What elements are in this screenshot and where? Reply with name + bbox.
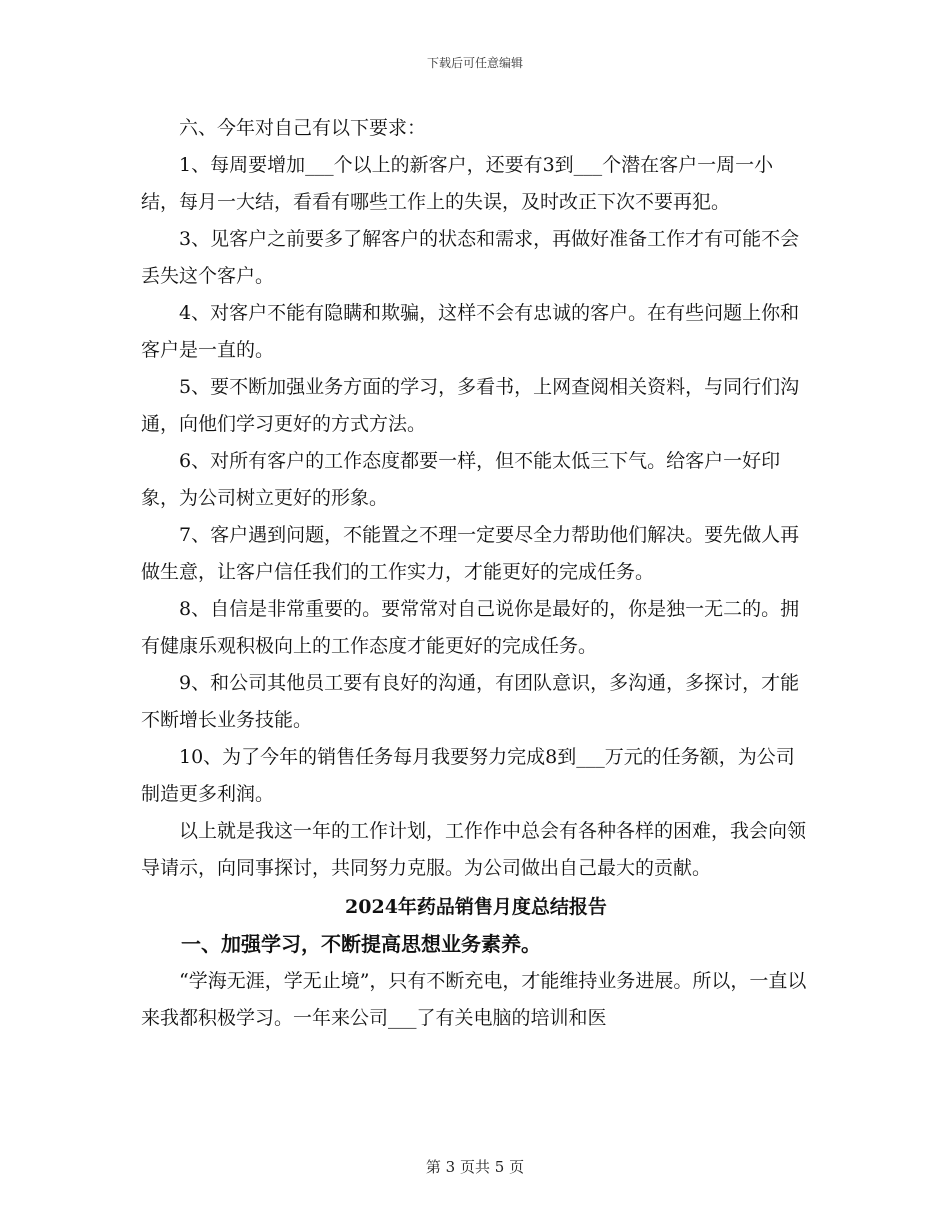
- list-item: 5、要不断加强业务方面的学习，多看书，上网查阅相关资料，与同行们沟通，向他们学习更好的方式方法。: [141, 376, 800, 435]
- list-item: 7、客户遇到问题，不能置之不理一定要尽全力帮助他们解决。要先做人再做生意，让客户信任我们的工作实力，才能更好的完成任务。: [141, 524, 800, 583]
- document-title: 2024年药品销售月度总结报告: [345, 896, 607, 918]
- list-item: 10、为了今年的销售任务每月我要努力完成8到___万元的任务额，为公司制造更多利润。: [141, 746, 795, 805]
- body-paragraph: “学海无涯，学无止境”，只有不断充电，才能维持业务进展。所以，一直以来我都积极学习。一年来公司___了有关电脑的培训和医: [141, 970, 807, 1029]
- list-item: 3、见客户之前要多了解客户的状态和需求，再做好准备工作才有可能不会丢失这个客户。: [141, 228, 800, 287]
- list-item: 9、和公司其他员工要有良好的沟通，有团队意识，多沟通，多探讨，才能不断增长业务技能。: [141, 672, 800, 731]
- list-item: 4、对客户不能有隐瞒和欺骗，这样不会有忠诚的客户。在有些问题上你和客户是一直的。: [141, 302, 800, 361]
- closing-paragraph: 以上就是我这一年的工作计划，工作作中总会有各种各样的困难，我会向领导请示，向同事探讨，共同努力克服。为公司做出自己最大的贡献。: [141, 820, 807, 879]
- section-subheading: 一、加强学习，不断提高思想业务素养。: [181, 932, 541, 956]
- section-heading: 六、今年对自己有以下要求：: [179, 117, 427, 139]
- list-item: 8、自信是非常重要的。要常常对自己说你是最好的，你是独一无二的。拥有健康乐观积极向上的工作态度才能更好的完成任务。: [141, 598, 800, 657]
- document-body: [141, 110, 811, 1037]
- page-header: 下载后可任意编辑: [426, 56, 523, 70]
- list-item: 6、对所有客户的工作态度都要一样，但不能太低三下气。给客户一好印象，为公司树立更好的形象。: [141, 450, 781, 509]
- page-footer: 第 3 页共 5 页: [425, 1158, 525, 1176]
- list-item: 1、每周要增加___个以上的新客户，还要有3到___个潜在客户一周一小结，每月一大结，看看有哪些工作上的失误，及时改正下次不要再犯。: [141, 154, 774, 213]
